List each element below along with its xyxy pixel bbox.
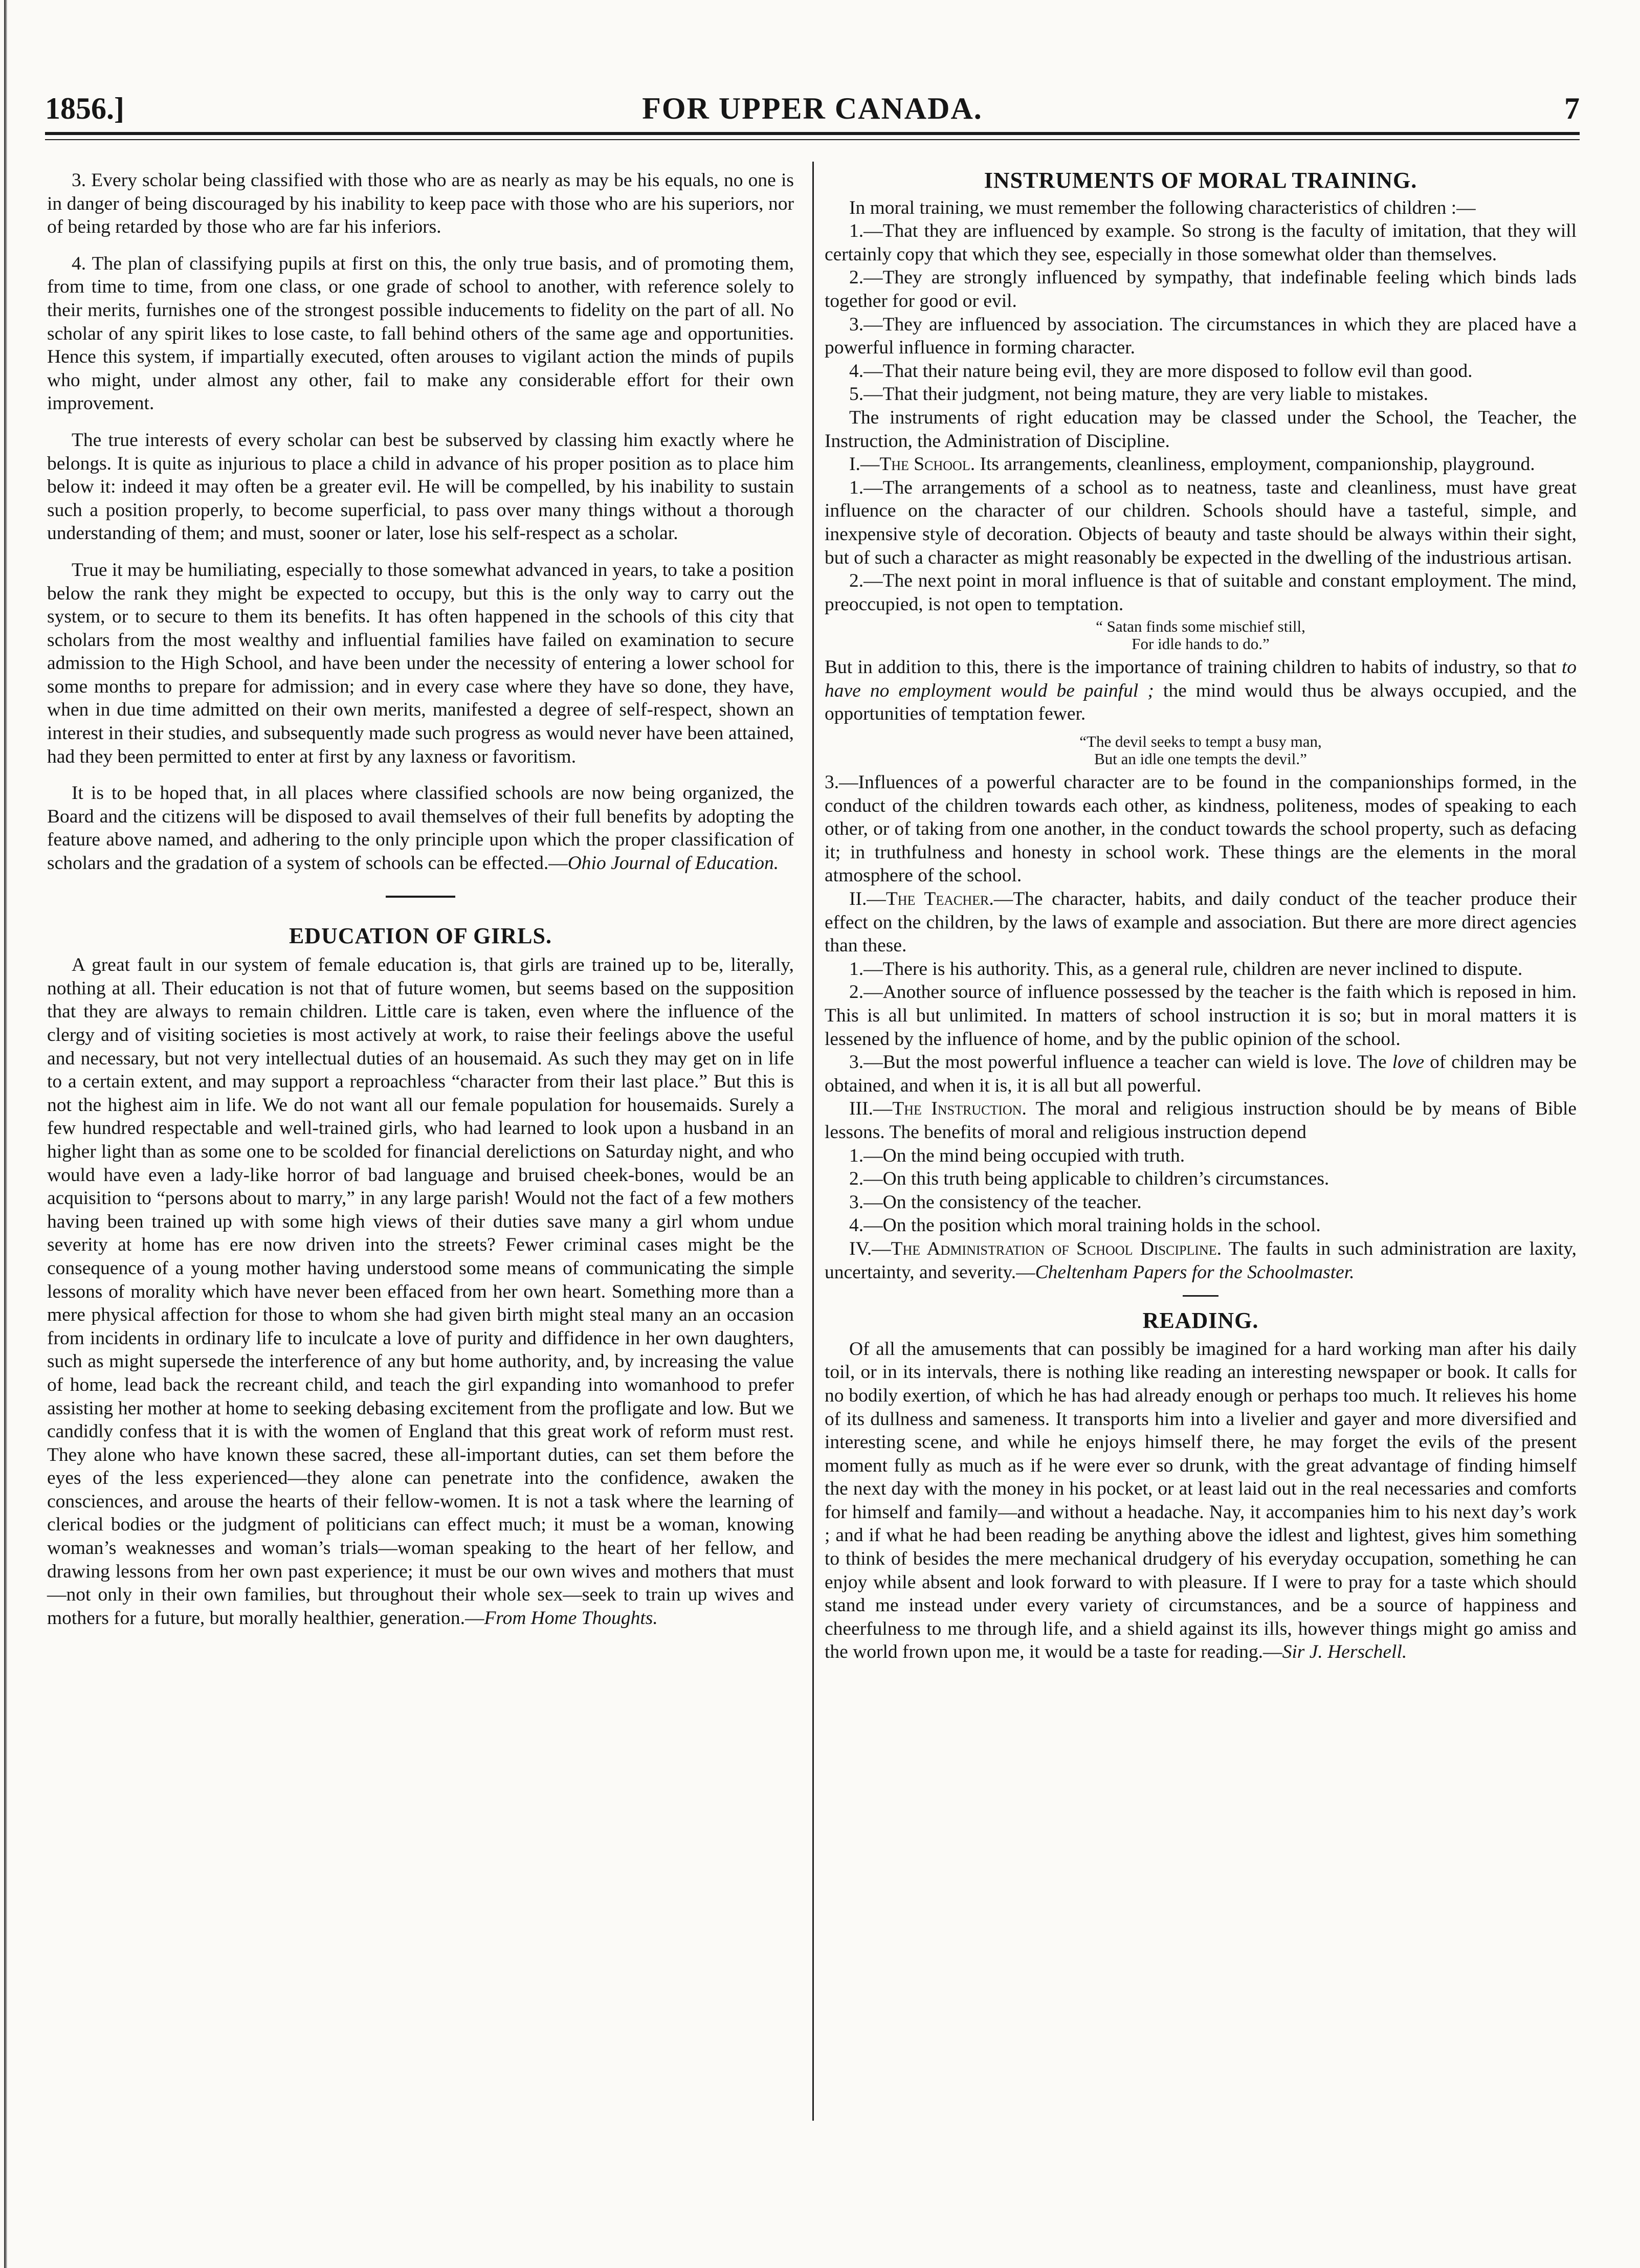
list-item-teacher-2: 2.—Another source of influence possessed by the teacher is the faith which is reposed in him. This is all but unlimited. In matters of school instruction it is so; but in moral matters it is lessened by the influence of home, and by the public opinion of the school. [825, 982, 1577, 1050]
column-divider [812, 162, 814, 2121]
industry-emphasis: to have no employment would be painful ; [825, 657, 1577, 701]
source-citation: Sir J. Herschell. [1282, 1641, 1407, 1663]
paragraph-moral-intro: In moral training, we must remember the following characteristics of children :— [849, 197, 1476, 218]
administration-text: The faults in such administration are laxity, uncertainty, and severity.— [825, 1238, 1577, 1283]
teacher-3-start: 3.—But the most powerful influence a teacher can wield is love. The [849, 1052, 1392, 1073]
paragraph-classification-3: 3. Every scholar being classified with those who are as nearly as may be his equals, no one is in danger of being discouraged by his inability to keep pace with those who are his superiors, nor of being retarded by those who are far his inferiors. [47, 170, 794, 238]
list-item-instruction-2: 2.—On this truth being applicable to children’s circumstances. [849, 1168, 1329, 1190]
section-separator [386, 896, 455, 898]
education-text: A great fault in our system of female education is, that girls are trained up to be, literally, nothing at all. Their education is not that of future women, but seems based on the supposition that they are always to remain children. Little care is taken, even where the influence of the clergy and of visiting societies is most actively at work, to raise their feelings above the useful and necessary, but not very intellectual duties of an housemaid. As such they may get on in life to a certain extent, and may support a reproachless “character from their last place.” But this is not the highest aim in life. We do not want all our female population for housemaids. Surely a few hundred respectable and well-trained girls, who had learned to look upon a husband in an higher light than as some one to be scolded for financial derelictions on Saturday night, and who would have even a lady-like horror of bad language and bruised cheek-bones, would be an acquisition to “persons about to marry,” in any large parish! Would not the fact of a few mothers having been trained up with some high views of their duties save many a girl whom undue severity at home has ere now driven into the streets? Fewer criminal cases might be the consequence of a young mother having understood some means of communicating the simple lessons of morality which have never been effaced from her own heart. Something more than a mere physical affection for those to whom she had given birth might steal many an an occasion from incidents in ordinary life to inculcate a love of purity and diffidence in her own daughters, such as might supersede the interference of any but home authority, and, by increasing the value of home, lead back the recreant child, and teach the girl expanding into womanhood to prefer assisting her mother at home to seeking debasing excitement from the profligate and low. But we candidly confess that it is with the women of England that this great work of reform must rest. They alone who have known these sacred, these all-important duties, can set them before the eyes of the less experienced—they alone can penetrate into the confidence, awaken the consciences, and arouse the hearts of their fellow-women. It is not a task where the learning of clerical bodies or the judgment of politicians can effect much; it must be a woman, knowing woman’s weaknesses and woman’s trials—woman speaking to the heart of her fellow, and drawing lessons from her own past experience; it must be our own wives and mothers that must—not only in their own families, but throughout their whole sex—seek to train up wives and mothers for a future, but morally healthier, generation.— [47, 954, 794, 1629]
paragraph-reading [825, 1338, 1577, 1664]
paragraph-hoped-text: It is to be hoped that, in all places where classified schools are now being organized, the Board and the citizens will be disposed to avail themselves of their full benefits by adopting the feature above named, and adhering to the only principle upon which the proper classification of scholars and the gradation of a system of schools can be effected.— [47, 783, 794, 874]
source-citation: From Home Thoughts. [484, 1607, 658, 1629]
verse-line: But an idle one tempts the devil.” [1094, 750, 1307, 768]
paragraph-the-teacher [825, 887, 1577, 958]
paragraph-humiliating: True it may be humiliating, especially to those somewhat advanced in years, to take a position below the rank they might be expected to occupy, but this is the only way to carry out the system, or to secure to them its benefits. It has often happened in the schools of this city that scholars from the most wealthy and influential families have failed on examination to secure admission to the High School, and have been under the necessity of entering a lower school for some months to prepare for admission; and in every case where they have so done, they have, when in due time admitted on their own merits, manifested a degree of self-respect, shown an interest in their studies, and subsequently made such progress as would never have been attained, had they been permitted to enter at first by any laxness or favoritism. [47, 559, 794, 767]
subsection-label-administration: IV.—The Administration of School Discipline. [849, 1238, 1222, 1259]
paragraph-true-interests: The true interests of every scholar can best be subserved by classing him exactly where he belongs. It is quite as injurious to place a child in advance of his proper position as to place him below it: indeed it may often be a greater evil. He will be compelled, by his inability to sustain such a position properly, to become superficial, to pass over many things without a thorough understanding of them; and must, sooner or later, lose his self-respect as a scholar. [47, 429, 794, 544]
verse-line: For idle hands to do.” [1132, 635, 1270, 653]
paragraph-classification-4: 4. The plan of classifying pupils at first on this, the only true basis, and of promoting them, from time to time, from one class, or one grade of school to another, with reference solely to their merits, furnishes one of the strongest possible inducements to fidelity on the part of all. No scholar of any spirit likes to lose caste, to fall behind others of the same age and opportunities. Hence this system, if impartially executed, often arouses to vigilant action the minds of pupils who might, under almost any other, fail to make any considerable effort for their own improvement. [47, 253, 794, 414]
subsection-label-school: I.—The School. [849, 454, 976, 475]
list-item-teacher-3 [825, 1051, 1577, 1097]
list-item-characteristic-2: 2.—They are strongly influenced by sympathy, that indefinable feeling which binds lads together for good or evil. [825, 267, 1577, 312]
subsection-label-instruction: III.—The Instruction. [849, 1098, 1027, 1120]
paragraph-education-of-girls [47, 953, 794, 1630]
header-rule-thick [45, 132, 1580, 135]
page-edge-shadow [4, 0, 7, 2268]
reading-text: Of all the amusements that can possibly be imagined for a hard working man after his daily toil, or in its intervals, there is nothing like reading an interesting newspaper or book. It calls for no bodily exertion, of which he has had already enough or perhaps too much. It relieves his home of its dullness and sameness. It transports him into a livelier and gayer and more diversified and interesting scene, and while he enjoys himself there, he may forget the evils of the present moment fully as much as if he were ever so drunk, with the great advantage of finding himself the next day with the money in his pocket, or at least laid out in the real necessaries and comforts for himself and family—and without a headache. Nay, it accompanies him to his next day’s work ; and if what he had been reading be anything above the idlest and lightest, gives him something to think of besides the mere mechanical drudgery of his everyday occupation, something he can enjoy while absent and look forward to with pleasure. If I were to pray for a taste which should stand me instead under every variety of circumstances, and be a source of happiness and cheerfulness to me through life, and a shield against its ills, however things might go amiss and the world frown upon me, it would be a taste for reading.— [825, 1338, 1577, 1663]
list-item-characteristic-5: 5.—That their judgment, not being mature, they are very liable to mistakes. [849, 384, 1428, 405]
paragraph-administration [825, 1237, 1577, 1284]
paragraph-hoped [47, 782, 794, 875]
list-item-school-2: 2.—The next point in moral influence is that of suitable and constant employment. The mind, preoccupied, is not open to temptation. [825, 570, 1577, 615]
teacher-3-emphasis: love [1392, 1052, 1425, 1073]
left-column [47, 169, 794, 1630]
list-item-instruction-3: 3.—On the consistency of the teacher. [849, 1191, 1142, 1213]
paragraph-industry [825, 656, 1577, 726]
paragraph-the-instruction [825, 1097, 1577, 1144]
list-item-school-1: 1.—The arrangements of a school as to neatness, taste and cleanliness, must have great influence on the character of our children. Schools should have a tasteful, simple, and inexpensive style of decoration. Objects of beauty and taste should be always within their sight, but of such a character as might reasonably be expected in the dwelling of the industrious artisan. [825, 477, 1577, 568]
list-item-characteristic-4: 4.—That their nature being evil, they are more disposed to follow evil than good. [849, 360, 1473, 382]
industry-text-start: But in addition to this, there is the importance of training children to habits of industry, so that [825, 657, 1562, 678]
page-header [45, 91, 1580, 127]
verse-line: “The devil seeks to tempt a busy man, [1079, 732, 1322, 751]
instruction-text: The moral and religious instruction should be by means of Bible lessons. The benefits of moral and religious instruction depend [825, 1098, 1577, 1143]
source-citation: Cheltenham Papers for the Schoolmaster. [1035, 1261, 1355, 1283]
list-item-instruction-4: 4.—On the position which moral training holds in the school. [849, 1215, 1321, 1236]
verse-quote-satan [825, 618, 1577, 653]
teacher-text: —The character, habits, and daily conduct of the teacher produce their effect on the children, by the laws of example and association. But there are more direct agencies than these. [825, 888, 1577, 957]
header-rule-thin [45, 139, 1580, 140]
header-year: 1856.] [45, 92, 124, 125]
section-heading-education-of-girls: EDUCATION OF GIRLS. [289, 923, 552, 948]
list-item-teacher-1: 1.—There is his authority. This, as a general rule, children are never inclined to dispute. [849, 958, 1523, 980]
right-column [825, 169, 1577, 1664]
subsection-label-teacher: II.—The Teacher. [849, 888, 994, 910]
industry-text-end: the mind would thus be always occupied, and the opportunities of temptation fewer. [825, 680, 1577, 725]
source-citation: Ohio Journal of Education. [567, 853, 779, 874]
paragraph-the-school [825, 453, 1577, 476]
page-number: 7 [1564, 92, 1580, 125]
verse-quote-devil [825, 733, 1577, 768]
teacher-3-end: of children may be obtained, and when it is, it is all but all powerful. [825, 1052, 1577, 1096]
list-item-characteristic-3: 3.—They are influenced by association. The circumstances in which they are placed have a powerful influence in forming character. [825, 314, 1577, 359]
header-title: FOR UPPER CANADA. [642, 92, 983, 125]
list-item-school-3: 3.—Influences of a powerful character are to be found in the companionships formed, in the conduct of the children towards each other, as kindness, politeness, modes of speaking to each other, or of taking from one another, in the conduct towards the school property, such as defacing it; in truthfulness and honesty in school work. These things are the elements in the moral atmosphere of the school. [825, 772, 1577, 886]
list-item-instruction-1: 1.—On the mind being occupied with truth. [849, 1145, 1185, 1166]
school-text: Its arrangements, cleanliness, employment, companionship, playground. [975, 454, 1535, 475]
verse-line: “ Satan finds some mischief still, [1096, 617, 1305, 636]
section-heading-moral-training: INSTRUMENTS OF MORAL TRAINING. [984, 168, 1417, 193]
section-heading-reading: READING. [1142, 1308, 1259, 1333]
list-item-characteristic-1: 1.—That they are influenced by example. So strong is the faculty of imitation, that they will certainly copy that which they see, especially in those somewhat older than themselves. [825, 220, 1577, 265]
section-separator [1183, 1295, 1218, 1297]
paragraph-instruments-classes: The instruments of right education may be classed under the School, the Teacher, the Instruction, the Administration of Discipline. [825, 407, 1577, 452]
